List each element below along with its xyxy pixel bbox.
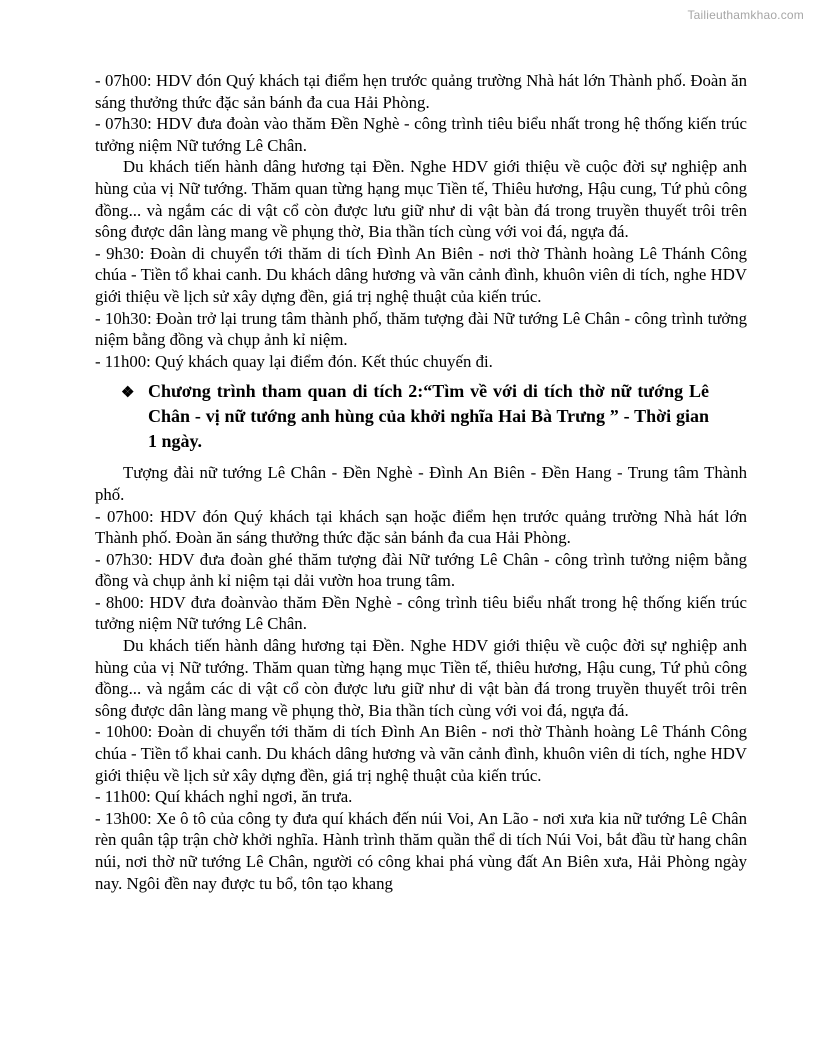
section-heading-text: Chương trình tham quan di tích 2:“Tìm về với di tích thờ nữ tướng Lê Chân - vị nữ tướng anh hùng của khởi nghĩa Hai Bà Trưng ” - Thời gian 1 ngày.: [148, 381, 709, 452]
document-paragraph: - 07h30: HDV đưa đoàn vào thăm Đền Nghè - công trình tiêu biểu nhất trong hệ thống kiến trúc tưởng niệm Nữ tướng Lê Chân.: [95, 114, 747, 155]
document-paragraph: - 07h00: HDV đón Quý khách tại khách sạn hoặc điểm hẹn trước quảng trường Nhà hát lớn Thành phố. Đoàn ăn sáng thưởng thức đặc sản bánh đa cua Hải Phòng.: [95, 506, 747, 548]
section-heading-program-2: [95, 379, 747, 454]
document-paragraph: - 13h00: Xe ô tô của công ty đưa quí khách đến núi Voi, An Lão - nơi xưa kia nữ tướng Lê Chân rèn quân tập trận chờ khởi nghĩa. Hành trình thăm quần thể di tích Núi Voi, bắt đầu từ hang chân núi, nơi thờ nữ tướng Lê Chân, người có công khai phá vùng đất An Biên xưa, Hải Phòng ngày nay. Ngôi đền nay được tu bổ, tôn tạo khang: [95, 808, 747, 893]
document-paragraph: Du khách tiến hành dâng hương tại Đền. Nghe HDV giới thiệu về cuộc đời sự nghiệp anh hùng của vị Nữ tướng. Thăm quan từng hạng mục Tiền tế, Thiêu hương, Hậu cung, Tứ phủ công đồng... và ngắm các di vật cổ còn được lưu giữ như di vật bàn đá trong truyền thuyết trôi trên sông được dân làng mang về phụng thờ, Bia thần tích cùng với voi đá, ngựa đá.: [95, 157, 747, 242]
document-paragraph: Tượng đài nữ tướng Lê Chân - Đền Nghè - Đình An Biên - Đền Hang - Trung tâm Thành phố.: [95, 463, 747, 504]
document-paragraph: - 07h30: HDV đưa đoàn ghé thăm tượng đài Nữ tướng Lê Chân - công trình tưởng niệm bằng đồng và chụp ảnh kỉ niệm tại dải vườn hoa trung tâm.: [95, 549, 747, 591]
document-paragraph: - 11h00: Quí khách nghỉ ngơi, ăn trưa.: [95, 787, 353, 807]
document-paragraph: - 07h00: HDV đón Quý khách tại điểm hẹn trước quảng trường Nhà hát lớn Thành phố. Đoàn ăn sáng thưởng thức đặc sản bánh đa cua Hải Phòng.: [95, 71, 747, 112]
diamond-bullet-icon: ❖: [121, 385, 135, 402]
document-paragraph: - 9h30: Đoàn di chuyển tới thăm di tích Đình An Biên - nơi thờ Thành hoàng Lê Thánh Công chúa - Tiền tổ khai canh. Du khách dâng hương và vãn cảnh đình, khuôn viên di tích, nghe HDV giới thiệu về lịch sử xây dựng đền, giá trị nghệ thuật của kiến trúc.: [95, 243, 747, 306]
document-paragraph: Du khách tiến hành dâng hương tại Đền. Nghe HDV giới thiệu về cuộc đời sự nghiệp anh hùng của vị Nữ tướng. Thăm quan từng hạng mục Tiền tế, thiêu hương, Hậu cung, Tứ phủ công đồng... và ngắm các di vật cổ còn được lưu giữ như di vật bàn đá trong truyền thuyết trôi trên sông được dân làng mang về phụng thờ, Bia thần tích cùng với voi đá, ngựa đá.: [95, 636, 747, 720]
document-paragraph: - 10h00: Đoàn di chuyển tới thăm di tích Đình An Biên - nơi thờ Thành hoàng Lê Thánh Công chúa - Tiền tổ khai canh. Du khách dâng hương và vãn cảnh đình, khuôn viên di tích, nghe HDV giới thiệu về lịch sử xây dựng đền, giá trị nghệ thuật của kiến trúc.: [95, 722, 747, 785]
document-paragraph: - 11h00: Quý khách quay lại điểm đón. Kết thúc chuyến đi.: [95, 351, 493, 371]
document-paragraph: - 8h00: HDV đưa đoànvào thăm Đền Nghè - công trình tiêu biểu nhất trong hệ thống kiến trúc tưởng niệm Nữ tướng Lê Chân.: [95, 592, 747, 634]
document-content: [95, 70, 747, 894]
document-paragraph: - 10h30: Đoàn trở lại trung tâm thành phố, thăm tượng đài Nữ tướng Lê Chân - công trình tưởng niệm bằng đồng và chụp ảnh kỉ niệm.: [95, 308, 747, 350]
watermark-text: Tailieuthamkhao.com: [687, 8, 804, 22]
